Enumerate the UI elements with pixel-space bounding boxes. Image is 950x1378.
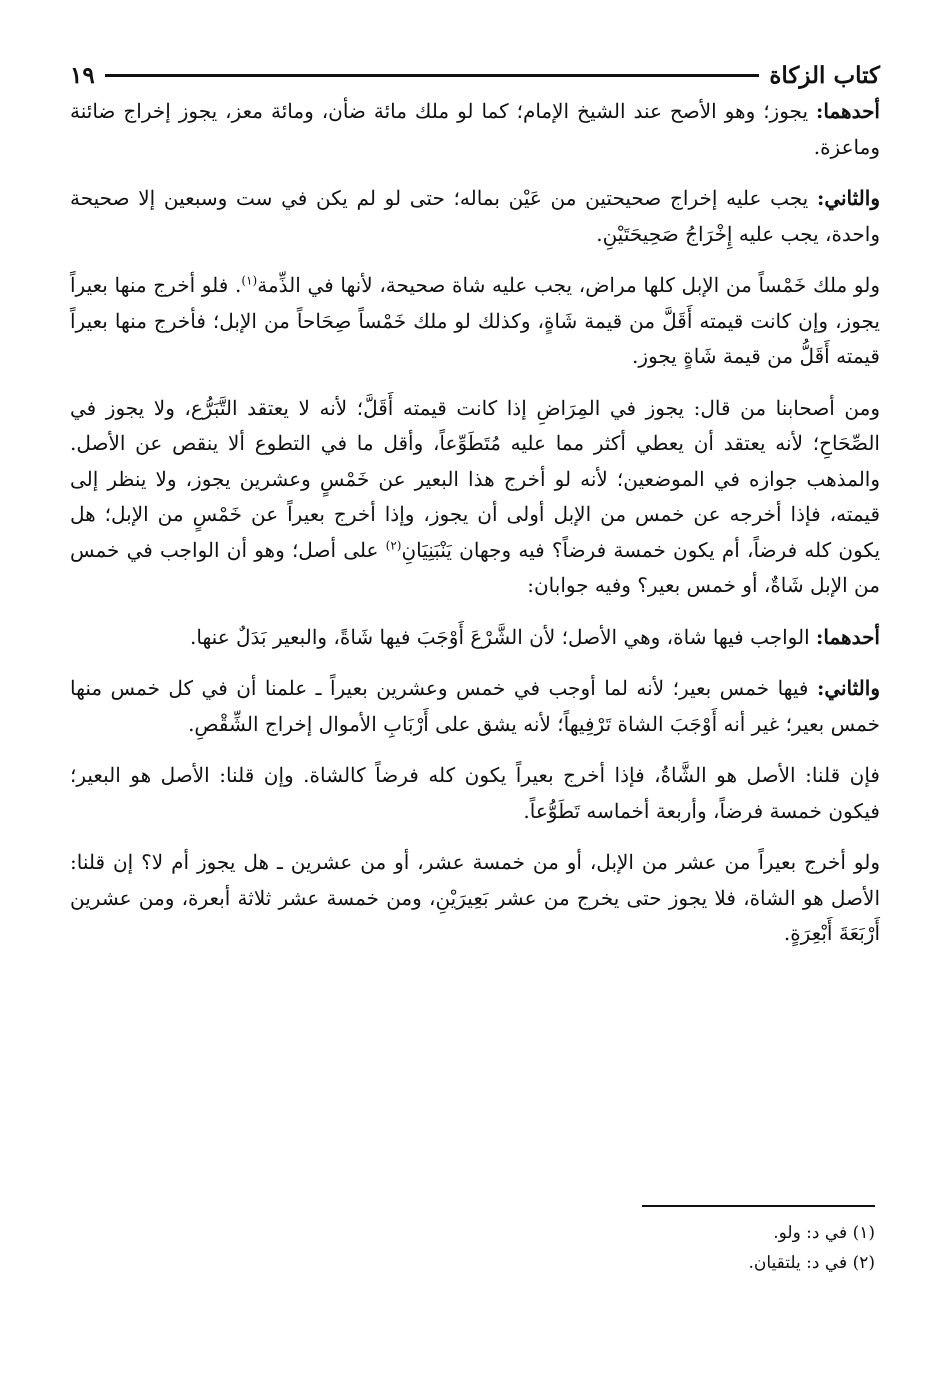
paragraph-text: فإن قلنا: الأصل هو الشَّاةُ، فإذا أخرج بعيراً يكون كله فرضاً كالشاة. وإن قلنا: الأصل هو البعير؛ فيكون خمسة فرضاً، وأربعة أخماسه تَطَوُّعاً. [70,763,880,823]
footnote-1: (١) في د: ولو. [773,1223,875,1243]
paragraph-text: ولو أخرج بعيراً من عشر من الإبل، أو من خمسة عشر، أو من عشرين ـ هل يجوز أم لا؟ إن قلنا: الأصل هو الشاة، فلا يجوز حتى يخرج من عشر بَعِيرَيْنِ، ومن خمسة عشر ثلاثة أبعرة، ومن عشرين أَرْبَعَةَ أَبْعِرَةٍ. [70,850,880,945]
paragraph [70,268,880,375]
page-number: ١٩ [70,61,95,89]
chapter-title: كتاب الزكاة [769,61,880,89]
paragraph-text: يجب عليه إخراج صحيحتين من عَيْن بماله؛ حتى لو لم يكن في ست وسبعين إلا صحيحة واحدة، يجب عليه إِخْرَاجُ صَحِيحَتَيْنِ. [70,186,880,246]
footnotes [520,1218,875,1278]
paragraph-text: ولو ملك خَمْساً من الإبل كلها مراض، يجب عليه شاة صحيحة، لأنها في الذِّمة [257,273,880,297]
paragraph-text: ومن أصحابنا من قال: يجوز في المِرَاضِ إذا كانت قيمته أَقَلَّ؛ لأنه لا يعتقد التَّبَرُّع، ولا يجوز في الصِّحَاحِ؛ لأنه يعتقد أن يعطي أكثر مما عليه مُتَطَوِّعاً، وأقل ما في التطوع ألا ينقص عن الأصل. والمذهب جوازه في الموضعين؛ لأنه لو أخرج هذا البعير عن خَمْسٍ وعشرين يجوز، ولا ينظر إلى قيمته، فإذا أخرجه عن خمس من الإبل أولى أن يجوز، وإذا أخرج بعيراً عن خَمْسٍ من الإبل؛ هل يكون كله فرضاً، أم يكون خمسة فرضاً؟ فيه وجهان يَنْبَنِيَانِ [70,395,881,562]
paragraph-text: الواجب فيها شاة، وهي الأصل؛ لأن الشَّرْعَ أَوْجَبَ فيها شَاةً، والبعير بَدَلٌ عنها. [190,624,816,649]
paragraph-lead: والثاني: [816,186,880,210]
paragraph [70,181,880,252]
paragraph-text: يجوز؛ وهو الأصح عند الشيخ الإمام؛ كما لو ملك مائة ضأن، ومائة معز، يجوز إخراج ضائنة وماعزة. [70,99,880,159]
paragraph [70,845,880,952]
paragraph [70,671,880,742]
body-text [70,94,880,968]
footnote-ref[interactable]: (١) [241,273,258,288]
paragraph-text-tail: على أصل؛ وهو أن الواجب في خمس من الإبل شَاةٌ، أو خمس بعير؟ وفيه جوابان: [70,537,880,597]
paragraph [70,94,880,165]
paragraph [70,391,880,604]
footnote-2: (٢) في د: يلتقيان. [748,1253,875,1273]
paragraph-lead: والثاني: [816,676,880,700]
paragraph-text-tail: . فلو أخرج منها بعيراً يجوز، وإن كانت قيمته أَقَلَّ من قيمة شَاةٍ، وكذلك لو ملك خَمْساً صِحَاحاً من الإبل؛ فأخرج منها بعيراً قيمته أَقَلُّ من قيمة شَاةٍ يجوز. [70,273,880,368]
paragraph-lead: أحدهما: [815,99,880,123]
paragraph-text: فيها خمس بعير؛ لأنه لما أوجب في خمس وعشرين بعيراً ـ علمنا أن في كل خمس منها خمس بعير؛ غير أنه أَوْجَبَ الشاة تَرْفِيهاً؛ لأنه يشق على أَرْبَابِ الأموال إخراج الشِّقْصِ. [70,676,880,736]
running-header [70,58,880,92]
header-rule [105,74,760,77]
footnote-ref[interactable]: (٢) [385,537,402,552]
paragraph-lead: أحدهما: [815,624,880,649]
footnote-divider [642,1205,875,1207]
paragraph [70,620,880,656]
paragraph [70,758,880,829]
